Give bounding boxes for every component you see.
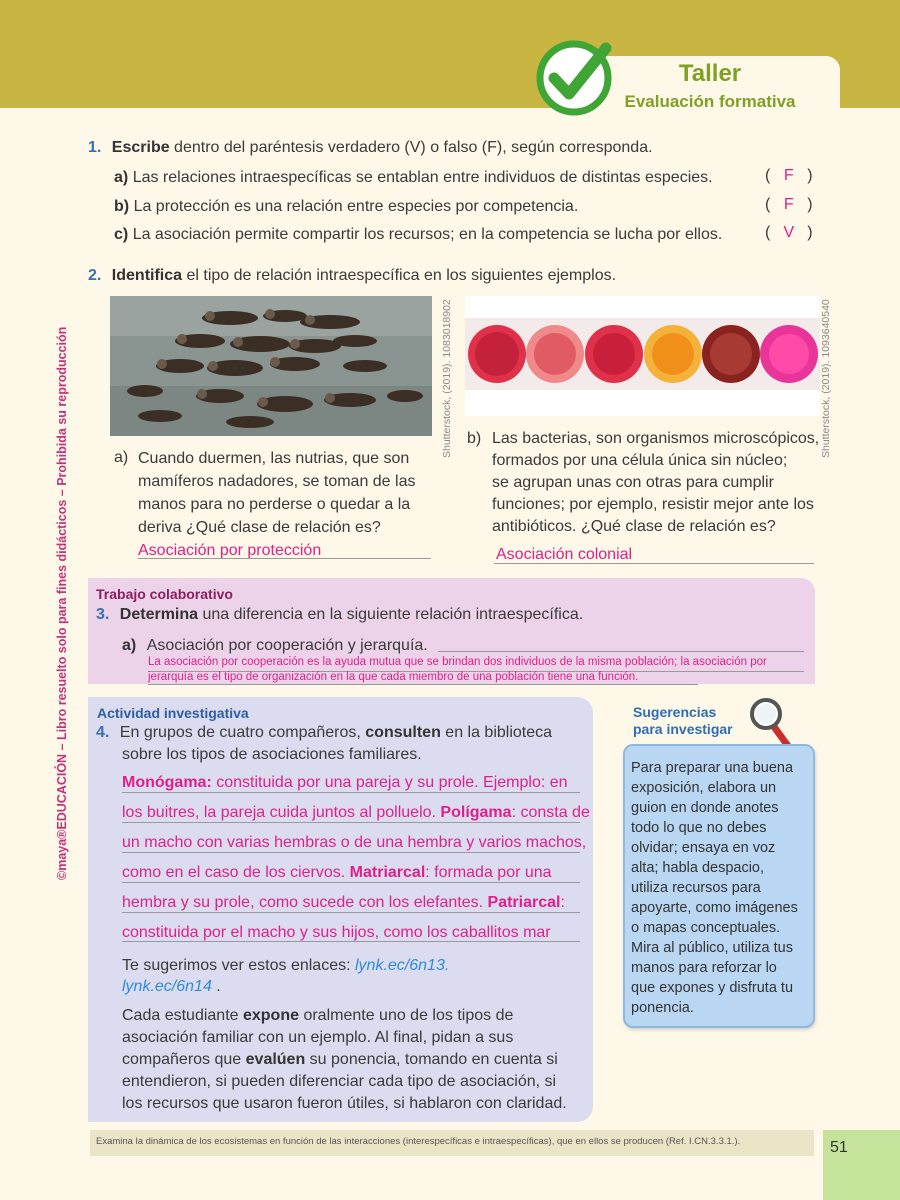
answer-text: constituida por una pareja y su prole. Ejemplo: en: [211, 774, 568, 791]
answer-text: : formada por una: [425, 864, 552, 881]
text-line: guion en donde anotes: [631, 800, 779, 816]
text-fragment: expone: [242, 1007, 299, 1024]
q3-a-answer-line-2[interactable]: jerarquía es el tipo de organización en la que cada miembro de una población tiene una función.: [148, 671, 639, 683]
page-subtitle: Evaluación formativa: [624, 92, 796, 111]
q2-b-letter: b): [467, 430, 482, 447]
item-text: La asociación permite compartir los recursos; en la competencia se lucha por ellos.: [132, 226, 723, 243]
question-4: [96, 722, 576, 744]
q4-answer-line-2[interactable]: [122, 802, 592, 824]
question-text: una diferencia en la siguiente relación intraespecífica.: [198, 606, 584, 623]
answer-line: [122, 792, 580, 793]
text-line: [122, 1093, 587, 1115]
q2-b-answer[interactable]: Asociación colonial: [496, 546, 633, 563]
question-verb: Identifica: [111, 267, 183, 284]
answer-text: constituida por el macho y sus hijos, como los caballitos mar: [122, 924, 551, 941]
question-verb: consulten: [365, 724, 441, 741]
text-line: formados por una célula única sin núcleo;: [492, 452, 788, 469]
otters-photo: [110, 296, 432, 436]
question-3: [96, 604, 796, 626]
answer-value: F: [783, 167, 794, 184]
text-line: utiliza recursos para: [631, 880, 761, 896]
question-number: 1.: [88, 139, 102, 156]
text-line: [122, 1049, 587, 1071]
copyright-side-text: ©maya®EDUCACIÓN – Libro resuelto solo para fines didácticos – Prohibida su reproducción: [55, 326, 69, 880]
text-line: ponencia.: [631, 1000, 694, 1016]
answer-value: F: [783, 196, 794, 213]
text-line: deriva ¿Qué clase de relación es?: [138, 519, 381, 536]
title-line: para investigar: [633, 721, 733, 737]
photo-credit-b: Shutterstock, (2019). 1093640540: [820, 299, 832, 458]
question-text: dentro del paréntesis verdadero (V) o falso (F), según corresponda.: [169, 139, 653, 156]
answer-line: [122, 912, 580, 913]
answer-term: Patriarcal: [487, 894, 561, 911]
q3-a-answer-line-1[interactable]: La asociación por cooperación es la ayuda mutua que se brindan dos individuos de la misma población; la asociación por: [148, 656, 767, 668]
q1-answer-c[interactable]: ( V ): [765, 224, 813, 241]
text-fragment: Cada estudiante: [122, 1007, 243, 1024]
question-verb: Determina: [119, 606, 199, 623]
answer-line: [122, 941, 580, 942]
answer-text: hembra y su prole, como sucede con los elefantes.: [122, 894, 488, 911]
text-line: se agrupan unas con otras para cumplir: [492, 474, 774, 491]
q4-answer-line-3[interactable]: [122, 832, 592, 854]
answer-term: Matriarcal: [349, 864, 426, 881]
item-letter: a): [122, 637, 137, 654]
item-text: Las relaciones intraespecíficas se entablan entre individuos de distintas especies.: [132, 169, 713, 186]
link-1[interactable]: lynk.ec/6n13.: [355, 957, 450, 974]
question-number: 3.: [96, 606, 110, 623]
q1-item-b: [114, 196, 754, 218]
q3-a: [122, 635, 428, 657]
question-number: 4.: [96, 724, 110, 741]
answer-line: [138, 558, 431, 559]
item-text: Asociación por cooperación y jerarquía.: [146, 637, 428, 654]
text-fragment: su ponencia, tomando en cuenta si: [305, 1051, 558, 1068]
question-1: [88, 137, 808, 159]
answer-value: V: [783, 224, 795, 241]
text-line: Cuando duermen, las nutrias, que son: [138, 450, 410, 467]
q2-b-text: [492, 428, 822, 538]
question-text: En grupos de cuatro compañeros,: [119, 724, 366, 741]
q4-paragraph: [122, 1005, 587, 1115]
suggestions-title: [633, 704, 733, 738]
text-line: Mira al público, utiliza tus: [631, 940, 793, 956]
answer-text: :: [560, 894, 565, 911]
q4-answer-line-1[interactable]: [122, 772, 582, 794]
q1-answer-b[interactable]: ( F ): [765, 196, 813, 213]
page-title: Taller: [678, 60, 742, 87]
text-fragment: asociación familiar con un ejemplo. Al final, pidan a sus: [122, 1029, 514, 1046]
text-line: [122, 1005, 587, 1027]
answer-term: Monógama:: [122, 774, 212, 791]
text-line: Para preparar una buena: [631, 760, 794, 776]
question-verb: Escribe: [111, 139, 170, 156]
text-line: apoyarte, como imágenes: [631, 900, 798, 916]
suggestions-text: [631, 758, 811, 1018]
text-line: o mapas conceptuales.: [631, 920, 781, 936]
text-line: Las bacterias, son organismos microscópicos,: [492, 430, 820, 447]
text-fragment: los recursos que usaron fueron útiles, si hablaron con claridad.: [122, 1095, 567, 1112]
question-number: 2.: [88, 267, 102, 284]
question-2: [88, 265, 808, 287]
q1-item-a: [114, 167, 754, 189]
question-text: el tipo de relación intraespecífica en los siguientes ejemplos.: [182, 267, 617, 284]
text-fragment: entendieron, si pueden diferenciar cada tipo de asociación, si: [122, 1073, 557, 1090]
checkmark-icon: [534, 36, 616, 118]
question-text: en la biblioteca: [440, 724, 553, 741]
page-number: 51: [830, 1139, 848, 1156]
links-line-2: [122, 976, 221, 998]
link-2[interactable]: lynk.ec/6n14: [122, 978, 212, 995]
answer-line: [122, 882, 580, 883]
item-letter: a): [114, 169, 129, 186]
links-intro: Te sugerimos ver estos enlaces:: [122, 957, 355, 974]
item-letter: b): [114, 198, 130, 215]
text-line: antibióticos. ¿Qué clase de relación es?: [492, 518, 776, 535]
q2-a-answer[interactable]: Asociación por protección: [138, 542, 322, 559]
text-line: funciones; por ejemplo, resistir mejor ante los: [492, 496, 814, 513]
text-fragment: evalúen: [245, 1051, 306, 1068]
question-4-line-2: sobre los tipos de asociaciones familiares.: [122, 746, 422, 763]
text-line: manos para no perderse o quedar a la: [138, 496, 411, 513]
q4-answer-line-5[interactable]: [122, 892, 592, 914]
answer-line: [122, 822, 580, 823]
text-line: que expones y disfruta tu: [631, 980, 794, 996]
bacteria-photo: [465, 296, 820, 416]
text-line: manos para reforzar lo: [631, 960, 777, 976]
answer-line: [438, 651, 804, 652]
answer-text: como en el caso de los ciervos.: [122, 864, 350, 881]
text-line: todo lo que no debes: [631, 820, 767, 836]
text-line: alta; habla despacio,: [631, 860, 765, 876]
text-fragment: compañeros que: [122, 1051, 246, 1068]
answer-line: [148, 684, 698, 685]
text-line: olvidar; ensaya en voz: [631, 840, 776, 856]
photo-credit-a: Shutterstock, (2019). 1083018902: [441, 299, 453, 458]
text-fragment: oralmente uno de los tipos de: [299, 1007, 514, 1024]
text-line: [122, 1071, 587, 1093]
item-text: La protección es una relación entre especies por competencia.: [133, 198, 579, 215]
item-letter: c): [114, 226, 129, 243]
text-line: exposición, elabora un: [631, 780, 777, 796]
q2-a-letter: a): [114, 449, 129, 466]
answer-line: [122, 852, 580, 853]
answer-text: los buitres, la pareja cuida juntos al polluelo.: [122, 804, 441, 821]
text-fragment: .: [211, 978, 221, 995]
answer-term: Polígama: [440, 804, 512, 821]
section-label: Trabajo colaborativo: [96, 586, 233, 602]
section-label: Actividad investigativa: [97, 705, 249, 721]
answer-line: [494, 563, 814, 564]
answer-text: : consta de: [511, 804, 590, 821]
answer-text: un macho con varias hembras o de una hembra y varios machos,: [122, 834, 587, 851]
text-line: mamíferos nadadores, se toman de las: [138, 473, 416, 490]
q1-item-c: [114, 224, 754, 246]
q1-answer-a[interactable]: ( F ): [765, 167, 813, 184]
title-line: Sugerencias: [633, 704, 717, 720]
q4-answer-line-4[interactable]: [122, 862, 592, 884]
footer-text: Examina la dinámica de los ecosistemas en función de las interacciones (interespecíficas e intraespecíficas), que en ellos se producen (Ref. I.CN.3.3.1.).: [96, 1136, 741, 1147]
q2-a-text: [138, 447, 438, 539]
text-line: [122, 1027, 587, 1049]
links-line: [122, 955, 582, 977]
